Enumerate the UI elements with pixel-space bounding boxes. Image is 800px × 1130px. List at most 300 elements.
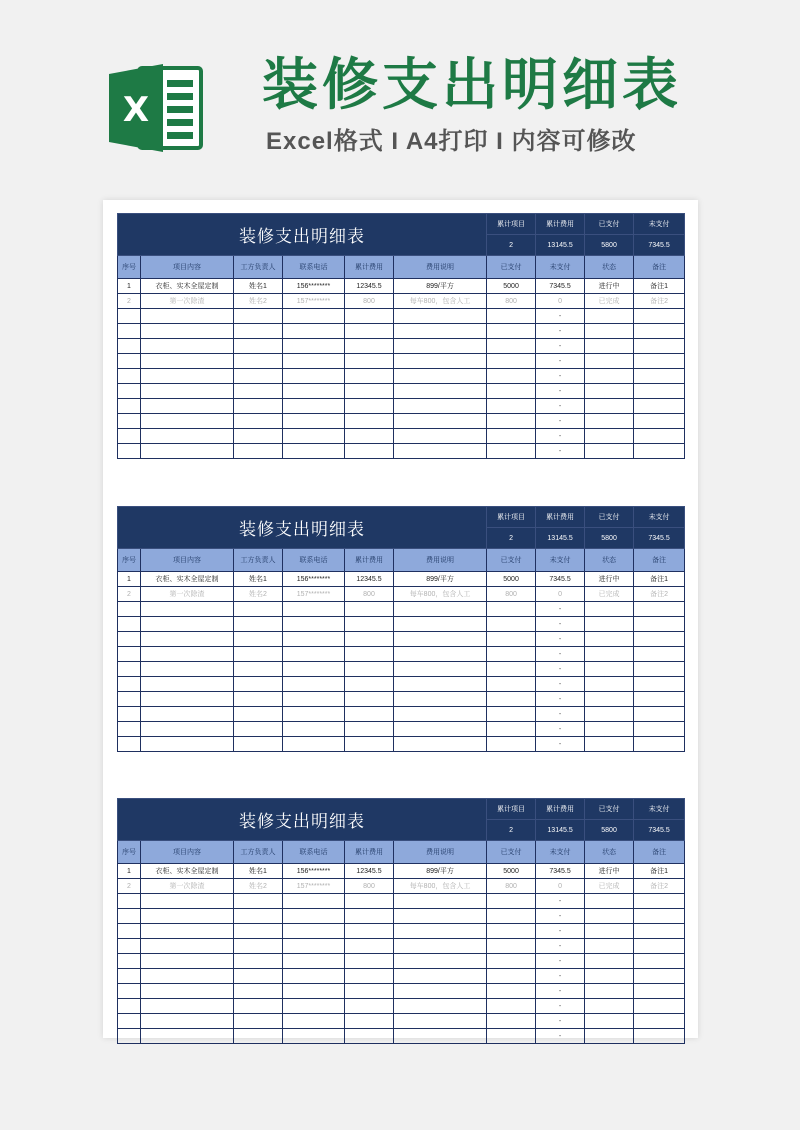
table-cell[interactable]: 2 bbox=[118, 587, 141, 602]
table-cell[interactable] bbox=[234, 399, 283, 414]
table-cell[interactable] bbox=[141, 707, 234, 722]
table-cell[interactable] bbox=[585, 999, 634, 1014]
table-cell[interactable]: 已完成 bbox=[585, 879, 634, 894]
table-cell[interactable] bbox=[234, 602, 283, 617]
table-cell[interactable] bbox=[141, 984, 234, 999]
table-cell[interactable]: - bbox=[536, 677, 585, 692]
table-cell[interactable]: 进行中 bbox=[585, 864, 634, 879]
table-cell[interactable] bbox=[118, 939, 141, 954]
summary-value[interactable]: 7345.5 bbox=[634, 528, 685, 549]
table-cell[interactable] bbox=[585, 429, 634, 444]
table-cell[interactable]: 姓名2 bbox=[234, 587, 283, 602]
table-cell[interactable] bbox=[283, 354, 345, 369]
table-cell[interactable] bbox=[345, 399, 394, 414]
table-cell[interactable] bbox=[585, 894, 634, 909]
table-cell[interactable]: 已完成 bbox=[585, 294, 634, 309]
table-cell[interactable]: 157******** bbox=[283, 879, 345, 894]
table-cell[interactable] bbox=[283, 339, 345, 354]
table-cell[interactable] bbox=[487, 677, 536, 692]
table-cell[interactable] bbox=[585, 369, 634, 384]
summary-value[interactable]: 13145.5 bbox=[536, 820, 585, 841]
table-cell[interactable] bbox=[118, 662, 141, 677]
table-cell[interactable]: 899/平方 bbox=[394, 279, 487, 294]
table-cell[interactable] bbox=[585, 632, 634, 647]
table-cell[interactable]: 1 bbox=[118, 279, 141, 294]
table-cell[interactable] bbox=[141, 399, 234, 414]
table-cell[interactable] bbox=[234, 939, 283, 954]
table-cell[interactable]: - bbox=[536, 984, 585, 999]
table-cell[interactable] bbox=[487, 647, 536, 662]
table-cell[interactable] bbox=[394, 969, 487, 984]
table-cell[interactable] bbox=[394, 954, 487, 969]
table-cell[interactable] bbox=[585, 309, 634, 324]
table-cell[interactable]: 0 bbox=[536, 294, 585, 309]
table-cell[interactable] bbox=[585, 324, 634, 339]
table-cell[interactable] bbox=[141, 677, 234, 692]
table-cell[interactable]: 7345.5 bbox=[536, 279, 585, 294]
table-cell[interactable] bbox=[634, 984, 685, 999]
table-cell[interactable] bbox=[487, 939, 536, 954]
table-cell[interactable]: 1 bbox=[118, 864, 141, 879]
table-cell[interactable] bbox=[585, 602, 634, 617]
table-cell[interactable] bbox=[394, 309, 487, 324]
table-cell[interactable] bbox=[487, 909, 536, 924]
table-cell[interactable] bbox=[345, 414, 394, 429]
table-cell[interactable] bbox=[394, 1014, 487, 1029]
table-cell[interactable] bbox=[118, 617, 141, 632]
table-cell[interactable] bbox=[634, 722, 685, 737]
table-cell[interactable]: - bbox=[536, 909, 585, 924]
table-cell[interactable] bbox=[634, 737, 685, 752]
table-cell[interactable] bbox=[141, 894, 234, 909]
table-cell[interactable] bbox=[585, 1029, 634, 1044]
table-cell[interactable] bbox=[234, 677, 283, 692]
table-cell[interactable] bbox=[585, 722, 634, 737]
table-cell[interactable] bbox=[141, 617, 234, 632]
table-cell[interactable] bbox=[141, 737, 234, 752]
table-cell[interactable] bbox=[141, 999, 234, 1014]
summary-value[interactable]: 2 bbox=[487, 235, 536, 256]
table-cell[interactable]: - bbox=[536, 444, 585, 459]
table-cell[interactable] bbox=[283, 617, 345, 632]
table-cell[interactable] bbox=[487, 369, 536, 384]
table-cell[interactable] bbox=[283, 692, 345, 707]
table-cell[interactable] bbox=[585, 617, 634, 632]
table-cell[interactable] bbox=[634, 969, 685, 984]
table-cell[interactable] bbox=[394, 399, 487, 414]
table-cell[interactable] bbox=[345, 909, 394, 924]
table-cell[interactable] bbox=[345, 662, 394, 677]
table-cell[interactable] bbox=[118, 692, 141, 707]
table-cell[interactable] bbox=[283, 399, 345, 414]
table-cell[interactable] bbox=[634, 924, 685, 939]
table-cell[interactable]: 899/平方 bbox=[394, 864, 487, 879]
table-cell[interactable] bbox=[141, 369, 234, 384]
table-cell[interactable]: - bbox=[536, 429, 585, 444]
table-cell[interactable] bbox=[345, 324, 394, 339]
table-cell[interactable]: 800 bbox=[487, 294, 536, 309]
table-cell[interactable]: 备注1 bbox=[634, 864, 685, 879]
table-cell[interactable]: 每车800，包含人工 bbox=[394, 294, 487, 309]
table-cell[interactable] bbox=[634, 1014, 685, 1029]
table-cell[interactable] bbox=[345, 999, 394, 1014]
table-cell[interactable] bbox=[234, 692, 283, 707]
table-cell[interactable] bbox=[234, 632, 283, 647]
table-cell[interactable] bbox=[394, 894, 487, 909]
table-cell[interactable] bbox=[394, 324, 487, 339]
table-cell[interactable] bbox=[345, 939, 394, 954]
table-cell[interactable] bbox=[394, 692, 487, 707]
table-cell[interactable] bbox=[283, 414, 345, 429]
table-cell[interactable] bbox=[118, 1029, 141, 1044]
table-cell[interactable] bbox=[345, 429, 394, 444]
table-cell[interactable]: 备注1 bbox=[634, 279, 685, 294]
table-cell[interactable] bbox=[634, 677, 685, 692]
table-cell[interactable] bbox=[141, 1029, 234, 1044]
table-cell[interactable] bbox=[118, 737, 141, 752]
table-cell[interactable]: 姓名1 bbox=[234, 279, 283, 294]
table-cell[interactable] bbox=[634, 707, 685, 722]
table-cell[interactable] bbox=[234, 969, 283, 984]
table-cell[interactable] bbox=[487, 737, 536, 752]
table-cell[interactable]: 1 bbox=[118, 572, 141, 587]
table-cell[interactable] bbox=[345, 677, 394, 692]
table-cell[interactable]: 0 bbox=[536, 587, 585, 602]
table-cell[interactable]: - bbox=[536, 722, 585, 737]
table-cell[interactable]: 5000 bbox=[487, 279, 536, 294]
table-cell[interactable] bbox=[283, 969, 345, 984]
table-cell[interactable] bbox=[234, 909, 283, 924]
table-cell[interactable] bbox=[634, 339, 685, 354]
table-cell[interactable] bbox=[394, 1029, 487, 1044]
table-cell[interactable] bbox=[487, 399, 536, 414]
table-cell[interactable] bbox=[394, 384, 487, 399]
table-cell[interactable] bbox=[118, 602, 141, 617]
table-cell[interactable] bbox=[345, 339, 394, 354]
table-cell[interactable] bbox=[487, 429, 536, 444]
table-cell[interactable]: 5000 bbox=[487, 572, 536, 587]
table-cell[interactable] bbox=[141, 692, 234, 707]
table-cell[interactable]: - bbox=[536, 692, 585, 707]
table-cell[interactable] bbox=[283, 429, 345, 444]
table-cell[interactable] bbox=[345, 737, 394, 752]
table-cell[interactable]: 899/平方 bbox=[394, 572, 487, 587]
table-cell[interactable] bbox=[283, 324, 345, 339]
table-cell[interactable] bbox=[634, 324, 685, 339]
table-cell[interactable] bbox=[118, 999, 141, 1014]
table-cell[interactable] bbox=[634, 939, 685, 954]
summary-value[interactable]: 7345.5 bbox=[634, 235, 685, 256]
table-cell[interactable] bbox=[634, 617, 685, 632]
table-cell[interactable] bbox=[634, 444, 685, 459]
summary-value[interactable]: 13145.5 bbox=[536, 528, 585, 549]
table-cell[interactable] bbox=[487, 924, 536, 939]
table-cell[interactable] bbox=[487, 707, 536, 722]
table-cell[interactable] bbox=[118, 677, 141, 692]
table-cell[interactable]: - bbox=[536, 414, 585, 429]
table-cell[interactable] bbox=[487, 617, 536, 632]
table-cell[interactable]: - bbox=[536, 369, 585, 384]
table-cell[interactable]: 姓名1 bbox=[234, 572, 283, 587]
table-cell[interactable] bbox=[585, 414, 634, 429]
table-cell[interactable] bbox=[585, 677, 634, 692]
table-cell[interactable] bbox=[345, 924, 394, 939]
table-cell[interactable] bbox=[585, 692, 634, 707]
table-cell[interactable] bbox=[394, 939, 487, 954]
table-cell[interactable] bbox=[283, 602, 345, 617]
table-cell[interactable]: - bbox=[536, 1029, 585, 1044]
table-cell[interactable] bbox=[283, 894, 345, 909]
table-cell[interactable]: 衣柜、实木全屋定制 bbox=[141, 572, 234, 587]
table-cell[interactable]: 12345.5 bbox=[345, 864, 394, 879]
table-cell[interactable]: 备注2 bbox=[634, 587, 685, 602]
table-cell[interactable] bbox=[345, 444, 394, 459]
table-cell[interactable]: 12345.5 bbox=[345, 279, 394, 294]
table-cell[interactable] bbox=[141, 924, 234, 939]
table-cell[interactable]: 已完成 bbox=[585, 587, 634, 602]
table-cell[interactable] bbox=[234, 1014, 283, 1029]
table-cell[interactable] bbox=[634, 662, 685, 677]
table-cell[interactable] bbox=[394, 339, 487, 354]
table-cell[interactable] bbox=[234, 924, 283, 939]
table-cell[interactable] bbox=[234, 999, 283, 1014]
table-cell[interactable] bbox=[394, 984, 487, 999]
table-cell[interactable] bbox=[487, 999, 536, 1014]
table-cell[interactable] bbox=[141, 309, 234, 324]
table-cell[interactable] bbox=[234, 369, 283, 384]
table-cell[interactable] bbox=[394, 414, 487, 429]
table-cell[interactable] bbox=[394, 354, 487, 369]
table-cell[interactable] bbox=[585, 707, 634, 722]
table-cell[interactable] bbox=[394, 602, 487, 617]
table-cell[interactable]: 157******** bbox=[283, 587, 345, 602]
table-cell[interactable] bbox=[283, 384, 345, 399]
table-cell[interactable] bbox=[634, 354, 685, 369]
table-cell[interactable]: 12345.5 bbox=[345, 572, 394, 587]
table-cell[interactable] bbox=[234, 894, 283, 909]
table-cell[interactable] bbox=[487, 722, 536, 737]
summary-value[interactable]: 13145.5 bbox=[536, 235, 585, 256]
table-cell[interactable] bbox=[118, 647, 141, 662]
table-cell[interactable]: 2 bbox=[118, 879, 141, 894]
table-cell[interactable] bbox=[634, 602, 685, 617]
table-cell[interactable] bbox=[118, 339, 141, 354]
table-cell[interactable] bbox=[283, 369, 345, 384]
table-cell[interactable] bbox=[634, 399, 685, 414]
table-cell[interactable]: 156******** bbox=[283, 279, 345, 294]
table-cell[interactable] bbox=[283, 444, 345, 459]
table-cell[interactable] bbox=[487, 602, 536, 617]
table-cell[interactable] bbox=[141, 939, 234, 954]
table-cell[interactable]: - bbox=[536, 894, 585, 909]
table-cell[interactable]: 备注2 bbox=[634, 294, 685, 309]
table-cell[interactable] bbox=[585, 984, 634, 999]
table-cell[interactable] bbox=[118, 954, 141, 969]
table-cell[interactable] bbox=[487, 309, 536, 324]
table-cell[interactable] bbox=[283, 924, 345, 939]
table-cell[interactable]: - bbox=[536, 647, 585, 662]
table-cell[interactable] bbox=[487, 354, 536, 369]
table-cell[interactable] bbox=[634, 954, 685, 969]
table-cell[interactable] bbox=[634, 692, 685, 707]
table-cell[interactable]: 7345.5 bbox=[536, 864, 585, 879]
table-cell[interactable] bbox=[141, 339, 234, 354]
table-cell[interactable] bbox=[585, 737, 634, 752]
table-cell[interactable] bbox=[634, 909, 685, 924]
table-cell[interactable] bbox=[345, 722, 394, 737]
table-cell[interactable] bbox=[283, 722, 345, 737]
table-cell[interactable] bbox=[283, 954, 345, 969]
table-cell[interactable] bbox=[585, 924, 634, 939]
table-cell[interactable] bbox=[118, 909, 141, 924]
table-cell[interactable] bbox=[118, 632, 141, 647]
table-cell[interactable] bbox=[345, 1029, 394, 1044]
table-cell[interactable] bbox=[283, 909, 345, 924]
table-cell[interactable] bbox=[394, 737, 487, 752]
table-cell[interactable] bbox=[634, 894, 685, 909]
summary-value[interactable]: 2 bbox=[487, 528, 536, 549]
table-cell[interactable] bbox=[487, 444, 536, 459]
table-cell[interactable] bbox=[585, 354, 634, 369]
table-cell[interactable] bbox=[394, 707, 487, 722]
table-cell[interactable] bbox=[487, 692, 536, 707]
table-cell[interactable] bbox=[118, 324, 141, 339]
table-cell[interactable] bbox=[118, 707, 141, 722]
table-cell[interactable] bbox=[283, 737, 345, 752]
table-cell[interactable] bbox=[141, 632, 234, 647]
table-cell[interactable] bbox=[141, 602, 234, 617]
table-cell[interactable] bbox=[487, 894, 536, 909]
table-cell[interactable] bbox=[585, 969, 634, 984]
table-cell[interactable] bbox=[283, 984, 345, 999]
table-cell[interactable] bbox=[283, 1029, 345, 1044]
table-cell[interactable] bbox=[118, 444, 141, 459]
table-cell[interactable] bbox=[585, 909, 634, 924]
table-cell[interactable] bbox=[234, 647, 283, 662]
table-cell[interactable] bbox=[585, 399, 634, 414]
table-cell[interactable] bbox=[141, 1014, 234, 1029]
table-cell[interactable] bbox=[118, 309, 141, 324]
table-cell[interactable]: 800 bbox=[345, 879, 394, 894]
table-cell[interactable]: 800 bbox=[487, 587, 536, 602]
table-cell[interactable] bbox=[234, 954, 283, 969]
table-cell[interactable]: - bbox=[536, 737, 585, 752]
table-cell[interactable] bbox=[585, 444, 634, 459]
table-cell[interactable] bbox=[487, 1029, 536, 1044]
table-cell[interactable] bbox=[345, 309, 394, 324]
table-cell[interactable] bbox=[487, 984, 536, 999]
table-cell[interactable] bbox=[283, 309, 345, 324]
table-cell[interactable] bbox=[234, 309, 283, 324]
table-cell[interactable] bbox=[234, 707, 283, 722]
table-cell[interactable] bbox=[394, 909, 487, 924]
table-cell[interactable]: - bbox=[536, 632, 585, 647]
table-cell[interactable] bbox=[634, 632, 685, 647]
summary-value[interactable]: 5800 bbox=[585, 820, 634, 841]
table-cell[interactable] bbox=[345, 632, 394, 647]
table-cell[interactable] bbox=[487, 969, 536, 984]
table-cell[interactable]: 156******** bbox=[283, 864, 345, 879]
table-cell[interactable] bbox=[118, 1014, 141, 1029]
table-cell[interactable] bbox=[234, 429, 283, 444]
table-cell[interactable]: 备注2 bbox=[634, 879, 685, 894]
table-cell[interactable] bbox=[118, 722, 141, 737]
summary-value[interactable]: 5800 bbox=[585, 235, 634, 256]
table-cell[interactable]: - bbox=[536, 924, 585, 939]
table-cell[interactable] bbox=[634, 429, 685, 444]
table-cell[interactable] bbox=[634, 647, 685, 662]
table-cell[interactable] bbox=[345, 617, 394, 632]
table-cell[interactable]: 第一次除渣 bbox=[141, 294, 234, 309]
table-cell[interactable] bbox=[283, 939, 345, 954]
table-cell[interactable]: - bbox=[536, 309, 585, 324]
table-cell[interactable]: 衣柜、实木全屋定制 bbox=[141, 279, 234, 294]
table-cell[interactable] bbox=[141, 414, 234, 429]
table-cell[interactable] bbox=[487, 632, 536, 647]
table-cell[interactable] bbox=[234, 722, 283, 737]
table-cell[interactable] bbox=[141, 354, 234, 369]
table-cell[interactable] bbox=[345, 954, 394, 969]
table-cell[interactable]: 157******** bbox=[283, 294, 345, 309]
table-cell[interactable] bbox=[585, 647, 634, 662]
table-cell[interactable] bbox=[394, 722, 487, 737]
table-cell[interactable] bbox=[585, 954, 634, 969]
table-cell[interactable] bbox=[634, 369, 685, 384]
table-cell[interactable] bbox=[118, 384, 141, 399]
table-cell[interactable]: 衣柜、实木全屋定制 bbox=[141, 864, 234, 879]
table-cell[interactable] bbox=[283, 1014, 345, 1029]
table-cell[interactable] bbox=[487, 384, 536, 399]
table-cell[interactable]: - bbox=[536, 999, 585, 1014]
table-cell[interactable] bbox=[234, 662, 283, 677]
table-cell[interactable]: - bbox=[536, 384, 585, 399]
table-cell[interactable] bbox=[585, 339, 634, 354]
table-cell[interactable] bbox=[118, 399, 141, 414]
table-cell[interactable] bbox=[394, 924, 487, 939]
table-cell[interactable] bbox=[118, 414, 141, 429]
table-cell[interactable] bbox=[141, 909, 234, 924]
table-cell[interactable]: - bbox=[536, 602, 585, 617]
table-cell[interactable] bbox=[283, 999, 345, 1014]
table-cell[interactable] bbox=[394, 444, 487, 459]
table-cell[interactable] bbox=[118, 924, 141, 939]
table-cell[interactable]: - bbox=[536, 324, 585, 339]
table-cell[interactable] bbox=[634, 1029, 685, 1044]
table-cell[interactable] bbox=[141, 969, 234, 984]
table-cell[interactable]: - bbox=[536, 399, 585, 414]
table-cell[interactable] bbox=[234, 617, 283, 632]
table-cell[interactable] bbox=[234, 737, 283, 752]
table-cell[interactable]: 每车800，包含人工 bbox=[394, 587, 487, 602]
table-cell[interactable] bbox=[234, 414, 283, 429]
table-cell[interactable] bbox=[487, 954, 536, 969]
table-cell[interactable] bbox=[118, 969, 141, 984]
table-cell[interactable] bbox=[394, 999, 487, 1014]
table-cell[interactable] bbox=[585, 1014, 634, 1029]
table-cell[interactable]: - bbox=[536, 339, 585, 354]
table-cell[interactable] bbox=[234, 339, 283, 354]
table-cell[interactable] bbox=[283, 632, 345, 647]
table-cell[interactable]: 800 bbox=[345, 587, 394, 602]
table-cell[interactable] bbox=[234, 444, 283, 459]
table-cell[interactable] bbox=[141, 444, 234, 459]
table-cell[interactable] bbox=[118, 369, 141, 384]
summary-value[interactable]: 5800 bbox=[585, 528, 634, 549]
table-cell[interactable] bbox=[345, 369, 394, 384]
table-cell[interactable] bbox=[118, 984, 141, 999]
table-cell[interactable]: - bbox=[536, 707, 585, 722]
table-cell[interactable] bbox=[141, 722, 234, 737]
